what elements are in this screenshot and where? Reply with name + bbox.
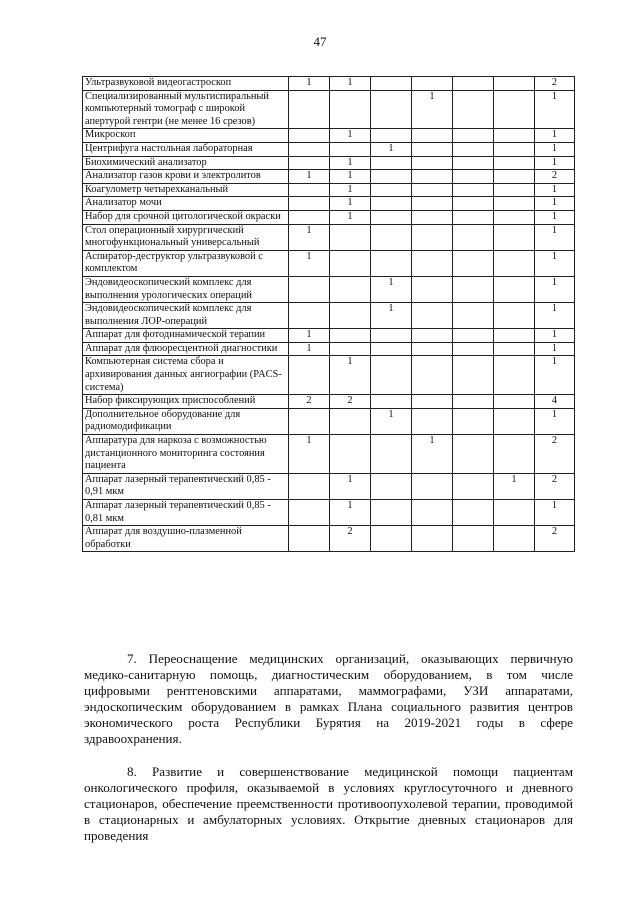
total-cell: 1 [535,129,575,143]
quantity-cell [371,129,412,143]
table-row [83,210,575,224]
quantity-cell [330,435,371,474]
quantity-cell [494,356,535,395]
total-cell: 2 [535,435,575,474]
quantity-cell [453,342,494,356]
quantity-cell: 1 [371,408,412,434]
quantity-cell [494,142,535,156]
table-row [83,276,575,302]
quantity-cell: 1 [412,435,453,474]
total-cell: 1 [535,90,575,129]
quantity-cell [371,77,412,91]
equipment-name-cell: Аппарат для флюоресцентной диагностики [83,342,289,356]
equipment-name-cell: Аппарат лазерный терапевтический 0,85 - 0,91 мкм [83,473,289,499]
table-row [83,435,575,474]
quantity-cell [453,408,494,434]
quantity-cell: 1 [330,356,371,395]
quantity-cell [494,329,535,343]
total-cell: 1 [535,210,575,224]
equipment-table [82,76,575,552]
quantity-cell [371,395,412,409]
table-row [83,500,575,526]
quantity-cell [453,197,494,211]
table-row [83,90,575,129]
quantity-cell [494,435,535,474]
quantity-cell [371,183,412,197]
paragraph-8-text: 8. Развитие и совершенствование медицинской помощи пациентам онкологического профиля, оказываемой в условиях круглосуточного и дневного стационаров, обеспечение преемственности противоопухолевой терапии, проводимой в стационарных и амбулаторных условиях. Открытие дневных стационаров для проведения [84,764,573,843]
quantity-cell [494,408,535,434]
quantity-cell: 1 [289,170,330,184]
quantity-cell [371,342,412,356]
total-cell: 2 [535,77,575,91]
quantity-cell [494,395,535,409]
quantity-cell [289,500,330,526]
quantity-cell [494,526,535,552]
quantity-cell: 1 [494,473,535,499]
quantity-cell [412,197,453,211]
quantity-cell [494,183,535,197]
equipment-name-cell: Дополнительное оборудование для радиомодификации [83,408,289,434]
quantity-cell [494,90,535,129]
quantity-cell: 1 [371,276,412,302]
quantity-cell [330,224,371,250]
quantity-cell [412,156,453,170]
table-row [83,342,575,356]
equipment-name-cell: Аппарат для воздушно-плазменной обработки [83,526,289,552]
table-row [83,303,575,329]
quantity-cell [330,250,371,276]
table-row [83,250,575,276]
quantity-cell [289,197,330,211]
quantity-cell [494,156,535,170]
quantity-cell [371,329,412,343]
quantity-cell [494,303,535,329]
quantity-cell: 1 [289,224,330,250]
equipment-name-cell: Аппарат лазерный терапевтический 0,85 - 0,81 мкм [83,500,289,526]
quantity-cell [412,342,453,356]
quantity-cell: 1 [330,473,371,499]
quantity-cell: 1 [330,129,371,143]
table-row [83,170,575,184]
quantity-cell: 1 [330,170,371,184]
equipment-name-cell: Эндовидеоскопический комплекс для выполнения ЛОР-операций [83,303,289,329]
quantity-cell [289,276,330,302]
table-row [83,77,575,91]
total-cell: 1 [535,183,575,197]
quantity-cell: 1 [330,77,371,91]
quantity-cell [412,500,453,526]
quantity-cell [412,183,453,197]
quantity-cell [330,408,371,434]
table-row [83,356,575,395]
quantity-cell: 1 [371,303,412,329]
quantity-cell: 1 [371,142,412,156]
quantity-cell [289,303,330,329]
quantity-cell [453,473,494,499]
table-row [83,183,575,197]
quantity-cell [371,224,412,250]
quantity-cell: 1 [289,435,330,474]
quantity-cell [412,329,453,343]
quantity-cell [453,303,494,329]
quantity-cell: 2 [330,395,371,409]
quantity-cell [494,250,535,276]
quantity-cell [371,156,412,170]
quantity-cell [494,342,535,356]
table-row [83,526,575,552]
equipment-name-cell: Набор фиксирующих приспособлений [83,395,289,409]
equipment-name-cell: Эндовидеоскопический комплекс для выполнения урологических операций [83,276,289,302]
quantity-cell [453,77,494,91]
quantity-cell [289,156,330,170]
total-cell: 2 [535,526,575,552]
quantity-cell [494,224,535,250]
total-cell: 1 [535,156,575,170]
quantity-cell: 1 [289,329,330,343]
quantity-cell [330,276,371,302]
equipment-table-body [83,77,575,552]
quantity-cell [453,435,494,474]
quantity-cell [412,250,453,276]
quantity-cell [371,473,412,499]
quantity-cell [453,210,494,224]
quantity-cell [412,303,453,329]
equipment-name-cell: Аспиратор-деструктор ультразвуковой с комплектом [83,250,289,276]
quantity-cell [412,408,453,434]
quantity-cell [453,500,494,526]
quantity-cell [412,276,453,302]
table-row [83,473,575,499]
quantity-cell [330,329,371,343]
quantity-cell [330,342,371,356]
quantity-cell [412,356,453,395]
quantity-cell [412,526,453,552]
quantity-cell [371,356,412,395]
equipment-name-cell: Коагулометр четырехканальный [83,183,289,197]
table-row [83,408,575,434]
quantity-cell [289,183,330,197]
paragraph-7 [84,651,573,747]
quantity-cell [412,473,453,499]
equipment-name-cell: Биохимический анализатор [83,156,289,170]
quantity-cell: 1 [289,77,330,91]
table-row [83,395,575,409]
total-cell: 1 [535,500,575,526]
total-cell: 1 [535,356,575,395]
quantity-cell [412,224,453,250]
quantity-cell: 2 [330,526,371,552]
quantity-cell [289,473,330,499]
total-cell: 1 [535,342,575,356]
table-row [83,197,575,211]
quantity-cell [453,183,494,197]
total-cell: 1 [535,224,575,250]
quantity-cell [453,224,494,250]
quantity-cell [453,276,494,302]
quantity-cell [371,90,412,129]
total-cell: 1 [535,250,575,276]
quantity-cell [289,210,330,224]
quantity-cell [494,77,535,91]
table-row [83,142,575,156]
quantity-cell [289,142,330,156]
quantity-cell [330,90,371,129]
equipment-name-cell: Стол операционный хирургический многофункциональный универсальный [83,224,289,250]
equipment-name-cell: Анализатор мочи [83,197,289,211]
quantity-cell: 1 [289,342,330,356]
quantity-cell [371,526,412,552]
equipment-name-cell: Аппаратура для наркоза с возможностью дистанционного мониторинга состояния пациента [83,435,289,474]
quantity-cell [412,395,453,409]
quantity-cell [453,90,494,129]
quantity-cell [371,435,412,474]
table-row [83,129,575,143]
quantity-cell [494,129,535,143]
quantity-cell: 1 [330,156,371,170]
quantity-cell [371,170,412,184]
equipment-name-cell: Специализированный мультиспиральный компьютерный томограф с широкой апертурой гентри (не менее 16 срезов) [83,90,289,129]
quantity-cell [371,210,412,224]
quantity-cell: 1 [330,183,371,197]
total-cell: 2 [535,473,575,499]
total-cell: 2 [535,170,575,184]
quantity-cell [412,210,453,224]
quantity-cell [289,90,330,129]
paragraph-8 [84,764,573,844]
table-row [83,156,575,170]
quantity-cell [412,77,453,91]
total-cell: 1 [535,303,575,329]
quantity-cell [289,356,330,395]
equipment-name-cell: Компьютерная система сбора и архивирования данных ангиографии (PACS-система) [83,356,289,395]
quantity-cell [494,500,535,526]
quantity-cell: 1 [330,210,371,224]
total-cell: 1 [535,276,575,302]
quantity-cell [453,526,494,552]
quantity-cell [371,197,412,211]
quantity-cell [412,142,453,156]
quantity-cell: 1 [289,250,330,276]
quantity-cell [330,142,371,156]
quantity-cell [494,210,535,224]
quantity-cell [453,129,494,143]
page-number: 47 [313,34,327,49]
quantity-cell [453,329,494,343]
quantity-cell [453,395,494,409]
quantity-cell [412,170,453,184]
equipment-name-cell: Микроскоп [83,129,289,143]
quantity-cell [371,250,412,276]
paragraph-7-text: 7. Переоснащение медицинских организаций, оказывающих первичную медико-санитарную помощь, диагностическим оборудованием, в том числе цифровыми рентгеновскими аппаратами, маммографами, УЗИ аппаратами, эндоскопическим оборудованием в рамках Плана социального развития центров экономического роста Республики Бурятия на 2019-2021 годы в сфере здравоохранения. [84,651,573,746]
quantity-cell: 1 [330,500,371,526]
quantity-cell [494,276,535,302]
table-row [83,329,575,343]
quantity-cell: 1 [330,197,371,211]
equipment-name-cell: Аппарат для фотодинамической терапии [83,329,289,343]
total-cell: 1 [535,197,575,211]
quantity-cell [453,142,494,156]
quantity-cell [494,170,535,184]
quantity-cell [453,170,494,184]
equipment-name-cell: Анализатор газов крови и электролитов [83,170,289,184]
quantity-cell [453,156,494,170]
total-cell: 1 [535,142,575,156]
quantity-cell [453,356,494,395]
quantity-cell [494,197,535,211]
total-cell: 4 [535,395,575,409]
equipment-name-cell: Центрифуга настольная лабораторная [83,142,289,156]
equipment-name-cell: Ультразвуковой видеогастроскоп [83,77,289,91]
quantity-cell [289,526,330,552]
equipment-name-cell: Набор для срочной цитологической окраски [83,210,289,224]
quantity-cell: 2 [289,395,330,409]
quantity-cell [412,129,453,143]
total-cell: 1 [535,329,575,343]
quantity-cell [371,500,412,526]
quantity-cell [330,303,371,329]
total-cell: 1 [535,408,575,434]
quantity-cell: 1 [412,90,453,129]
quantity-cell [453,250,494,276]
table-row [83,224,575,250]
quantity-cell [289,129,330,143]
quantity-cell [289,408,330,434]
